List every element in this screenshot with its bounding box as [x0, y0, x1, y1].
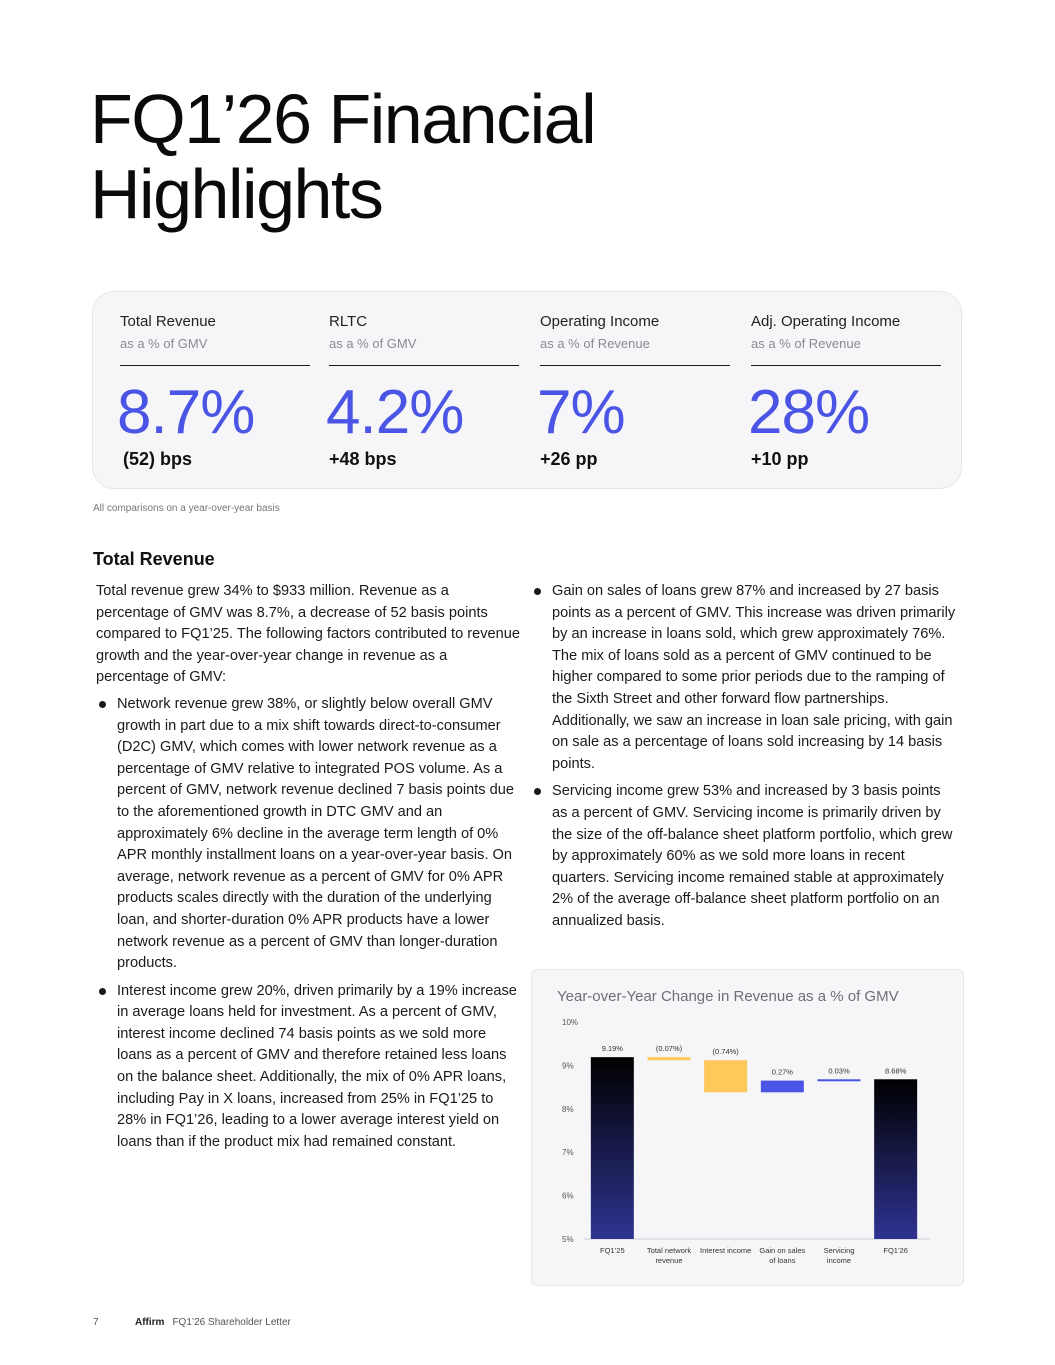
bullet-dot: [534, 588, 541, 595]
decrease-bar: [704, 1060, 747, 1092]
data-label: 8.68%: [885, 1066, 907, 1076]
bullet-text: Interest income grew 20%, driven primarily by a 19% increase in average loans held for investment. As a percent of GMV, interest income declined 74 basis points as we sold more loans as a percent of GMV and therefore retained less loans on the balance sheet. Additionally, the mix of 0% APR loans, including Pay in X loans, increased from 25% in FQ1’25 to 28% in FQ1’26, leading to a lower average interest yield on loans than if the product mix had remained constant.: [117, 982, 517, 1150]
kpi-divider: [540, 365, 730, 366]
bullet-dot: [99, 988, 106, 995]
kpi-divider: [120, 365, 310, 366]
bullet-network-revenue: [96, 694, 521, 975]
increase-bar: [818, 1079, 861, 1081]
kpi-value: 4.2%: [326, 378, 464, 447]
kpi-operating-income: [537, 292, 730, 490]
bullet-servicing-income: [531, 781, 956, 932]
kpi-label: Total Revenue: [120, 313, 216, 330]
kpi-value: 7%: [537, 378, 625, 447]
bullet-gain-on-sales: [531, 581, 956, 775]
kpi-sublabel: as a % of GMV: [329, 336, 417, 351]
waterfall-chart: [532, 970, 965, 1287]
kpi-change: +10 pp: [751, 449, 809, 469]
y-tick-label: 7%: [562, 1148, 574, 1158]
bullet-interest-income: [96, 981, 521, 1154]
kpi-change: (52) bps: [123, 449, 193, 469]
kpi-total-revenue: [117, 292, 310, 490]
bullet-text: Gain on sales of loans grew 87% and increased by 27 basis points as a percent of GMV. This increase was driven primarily by an increase in loans sold, which grew approximately 76%. The mix of loans sold as a percent of GMV continued to be higher compared to some prior periods due to the ramping of the Sixth Street and other forward flow partnerships. Additionally, we saw an increase in loan sale pricing, with gain on sale as a percentage of loans sold increasing by 14 basis points.: [552, 583, 956, 772]
kpi-label: Operating Income: [540, 313, 660, 330]
kpi-sublabel: as a % of GMV: [120, 336, 208, 351]
increase-bar: [761, 1081, 804, 1093]
x-tick-label: FQ1’26: [883, 1246, 908, 1255]
bullet-text: Network revenue grew 38%, or slightly below overall GMV growth in part due to a mix shift towards direct-to-consumer (D2C) GMV, which comes with lower network revenue as a percentage of GMV relative to integrated POS volume. As a percent of GMV, network revenue declined 7 basis points due to the aforementioned growth in DTC GMV and an approximately 6% decline in the average term length of 0% APR monthly installment loans on a year-over-year basis. On average, network revenue as a percent of GMV for 0% APR products scales directly with the duration of the underlying loan, and shorter-duration 0% APR products have a lower network revenue as a percent of GMV than longer-duration products.: [117, 695, 514, 972]
brand-name: Affirm: [135, 1317, 165, 1328]
data-label: (0.74%): [712, 1047, 739, 1057]
kpi-sublabel: as a % of Revenue: [751, 336, 861, 351]
kpi-divider: [329, 365, 519, 366]
bullet-dot: [534, 788, 541, 795]
document-name: FQ1’26 Shareholder Letter: [172, 1317, 291, 1328]
text-column-left: [96, 581, 521, 1159]
footnote: All comparisons on a year-over-year basis: [93, 503, 280, 514]
text-column-right: [531, 581, 956, 939]
x-tick-label: revenue: [655, 1256, 683, 1265]
kpi-value: 8.7%: [117, 378, 255, 447]
y-tick-label: 9%: [562, 1061, 574, 1071]
kpi-label: Adj. Operating Income: [751, 313, 901, 330]
data-label: (0.07%): [655, 1044, 683, 1054]
data-label: 9.19%: [601, 1044, 623, 1054]
x-tick-label: income: [826, 1256, 852, 1265]
waterfall-chart-card: [531, 969, 964, 1286]
kpi-adj-operating-income: [748, 292, 941, 490]
x-tick-label: Interest income: [700, 1246, 752, 1255]
y-tick-label: 8%: [562, 1104, 574, 1114]
kpi-rltc: [326, 292, 519, 490]
kpi-value: 28%: [748, 378, 870, 447]
kpi-change: +48 bps: [329, 449, 397, 469]
y-tick-label: 10%: [562, 1018, 579, 1027]
data-label: 0.27%: [771, 1067, 793, 1077]
x-tick-label: Servicing: [823, 1246, 855, 1255]
bullet-dot: [99, 701, 106, 708]
y-tick-label: 6%: [562, 1191, 574, 1201]
y-tick-label: 5%: [562, 1235, 574, 1244]
kpi-change: +26 pp: [540, 449, 598, 469]
total-bar: [591, 1057, 634, 1239]
x-tick-label: Total network: [646, 1246, 692, 1255]
kpi-card: [92, 291, 962, 489]
kpi-label: RLTC: [329, 313, 368, 330]
x-tick-label: Gain on sales: [759, 1246, 806, 1255]
chart-title: Year-over-Year Change in Revenue as a % of GMV: [557, 988, 899, 1005]
decrease-bar: [648, 1057, 691, 1060]
x-tick-label: FQ1’25: [600, 1246, 625, 1255]
page-title: FQ1’26 Financial Highlights: [90, 80, 596, 233]
intro-paragraph: Total revenue grew 34% to $933 million. Revenue as a percentage of GMV was 8.7%, a decrease of 52 basis points compared to FQ1’25. The following factors contributed to revenue growth and the year-over-year change in revenue as a percentage of GMV:: [96, 583, 520, 686]
x-tick-label: of loans: [769, 1256, 796, 1265]
total-bar: [874, 1079, 917, 1239]
kpi-sublabel: as a % of Revenue: [540, 336, 650, 351]
data-label: 0.03%: [828, 1066, 850, 1076]
bullet-text: Servicing income grew 53% and increased by 3 basis points as a percent of GMV. Servicing income is primarily driven by the size of the off-balance sheet platform portfolio, which grew by approximately 60% as we sold more loans in recent quarters. Servicing income remained stable at approximately 2% of the average off-balance sheet platform portfolio on an annualized basis.: [552, 783, 953, 929]
kpi-divider: [751, 365, 941, 366]
page-footer: [93, 1317, 291, 1328]
section-heading: Total Revenue: [93, 549, 215, 569]
page-number: 7: [93, 1317, 99, 1328]
